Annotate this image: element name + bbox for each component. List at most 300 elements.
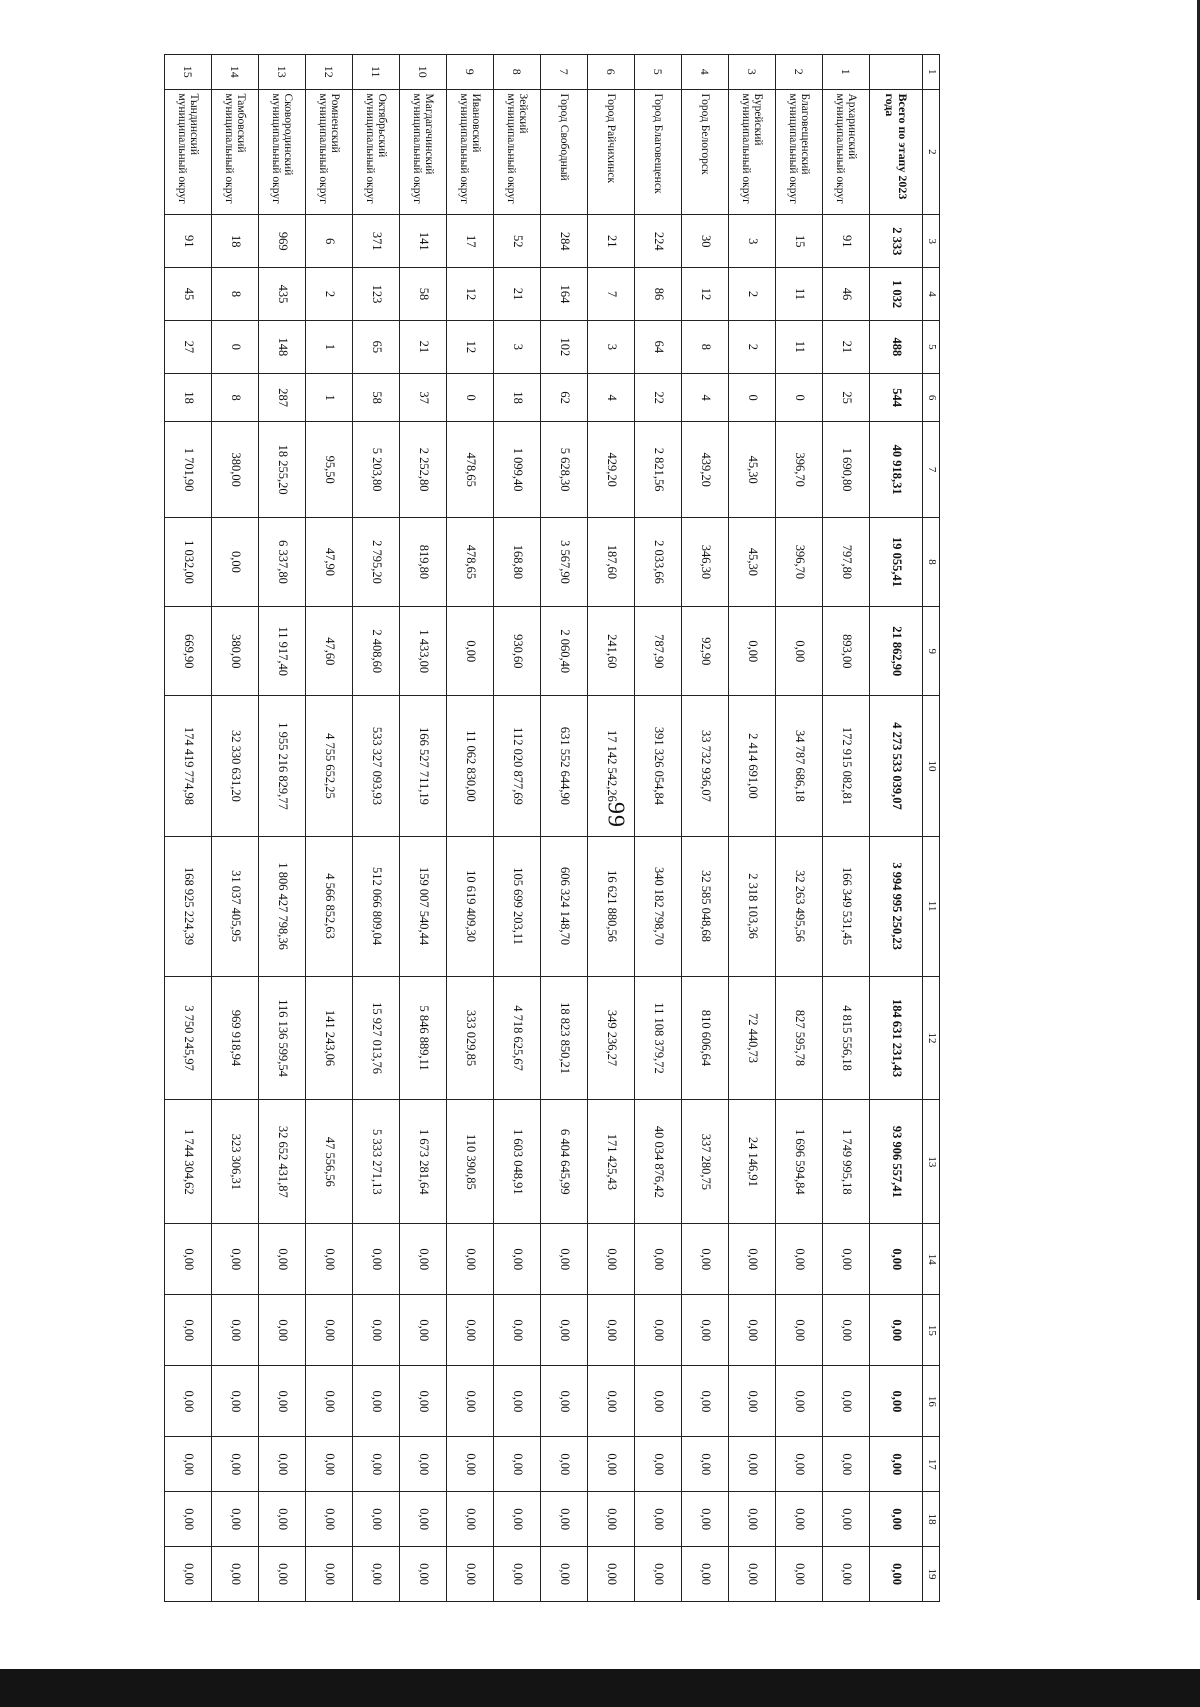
value-cell: 0,00 bbox=[447, 1224, 494, 1295]
value-cell: 141 243,06 bbox=[306, 976, 353, 1100]
value-cell: 1 032 bbox=[870, 268, 923, 321]
value-cell: 24 146,91 bbox=[729, 1100, 776, 1224]
value-cell: 27 bbox=[165, 320, 212, 373]
value-cell: 0,00 bbox=[353, 1492, 400, 1547]
value-cell: 0,00 bbox=[823, 1295, 870, 1366]
table-row bbox=[400, 55, 447, 1602]
value-cell: 4 718 625,67 bbox=[494, 976, 541, 1100]
row-number-cell: 15 bbox=[165, 55, 212, 90]
value-cell: 0,00 bbox=[306, 1437, 353, 1492]
value-cell: 606 324 148,70 bbox=[541, 836, 588, 976]
value-cell: 11 917,40 bbox=[259, 607, 306, 696]
row-number-cell: 10 bbox=[400, 55, 447, 90]
value-cell: 0,00 bbox=[212, 1366, 259, 1437]
value-cell: 5 333 271,13 bbox=[353, 1100, 400, 1224]
value-cell: 18 823 850,21 bbox=[541, 976, 588, 1100]
value-cell: 0,00 bbox=[776, 1492, 823, 1547]
row-number-cell: 9 bbox=[447, 55, 494, 90]
value-cell: 92,90 bbox=[682, 607, 729, 696]
value-cell: 0,00 bbox=[729, 1295, 776, 1366]
value-cell: 0,00 bbox=[776, 1547, 823, 1602]
rotated-table-frame bbox=[176, 54, 940, 1602]
value-cell: 15 bbox=[776, 215, 823, 268]
municipality-name-cell: Город Благовещенск bbox=[635, 89, 682, 215]
value-cell: 18 bbox=[212, 215, 259, 268]
value-cell: 166 527 711,19 bbox=[400, 696, 447, 836]
value-cell: 0,00 bbox=[588, 1437, 635, 1492]
value-cell: 429,20 bbox=[588, 422, 635, 517]
value-cell: 19 055,41 bbox=[870, 517, 923, 606]
value-cell: 0,00 bbox=[400, 1224, 447, 1295]
value-cell: 631 552 644,90 bbox=[541, 696, 588, 836]
column-number-cell: 14 bbox=[923, 1224, 940, 1295]
value-cell: 0,00 bbox=[212, 1492, 259, 1547]
value-cell: 172 915 082,81 bbox=[823, 696, 870, 836]
value-cell: 340 182 798,70 bbox=[635, 836, 682, 976]
value-cell: 930,60 bbox=[494, 607, 541, 696]
value-cell: 40 034 876,42 bbox=[635, 1100, 682, 1224]
value-cell: 544 bbox=[870, 373, 923, 422]
value-cell: 17 bbox=[447, 215, 494, 268]
value-cell: 0,00 bbox=[682, 1492, 729, 1547]
value-cell: 0,00 bbox=[541, 1224, 588, 1295]
column-number-cell: 10 bbox=[923, 696, 940, 836]
value-cell: 21 bbox=[494, 268, 541, 321]
value-cell: 0,00 bbox=[635, 1547, 682, 1602]
table-row bbox=[212, 55, 259, 1602]
value-cell: 787,90 bbox=[635, 607, 682, 696]
scan-edge-bottom bbox=[0, 1669, 1200, 1707]
value-cell: 6 337,80 bbox=[259, 517, 306, 606]
column-number-cell: 13 bbox=[923, 1100, 940, 1224]
value-cell: 32 652 431,87 bbox=[259, 1100, 306, 1224]
row-number-cell: 11 bbox=[353, 55, 400, 90]
value-cell: 1 433,00 bbox=[400, 607, 447, 696]
value-cell: 0,00 bbox=[212, 1547, 259, 1602]
value-cell: 22 bbox=[635, 373, 682, 422]
value-cell: 46 bbox=[823, 268, 870, 321]
value-cell: 0,00 bbox=[870, 1224, 923, 1295]
total-row bbox=[870, 55, 923, 1602]
value-cell: 2 033,66 bbox=[635, 517, 682, 606]
value-cell: 168,80 bbox=[494, 517, 541, 606]
value-cell: 0,00 bbox=[870, 1366, 923, 1437]
value-cell: 16 621 880,56 bbox=[588, 836, 635, 976]
value-cell: 0,00 bbox=[823, 1437, 870, 1492]
value-cell: 8 bbox=[212, 373, 259, 422]
value-cell: 0,00 bbox=[259, 1547, 306, 1602]
value-cell: 0,00 bbox=[729, 1224, 776, 1295]
table-row bbox=[541, 55, 588, 1602]
value-cell: 95,50 bbox=[306, 422, 353, 517]
value-cell: 0,00 bbox=[682, 1224, 729, 1295]
value-cell: 4 815 556,18 bbox=[823, 976, 870, 1100]
value-cell: 0,00 bbox=[400, 1366, 447, 1437]
value-cell: 47 556,56 bbox=[306, 1100, 353, 1224]
value-cell: 105 699 203,11 bbox=[494, 836, 541, 976]
value-cell: 0,00 bbox=[776, 607, 823, 696]
value-cell: 0,00 bbox=[165, 1295, 212, 1366]
value-cell: 21 862,90 bbox=[870, 607, 923, 696]
value-cell: 0,00 bbox=[494, 1437, 541, 1492]
value-cell: 0,00 bbox=[870, 1547, 923, 1602]
value-cell: 0,00 bbox=[635, 1437, 682, 1492]
value-cell: 323 306,31 bbox=[212, 1100, 259, 1224]
value-cell: 0,00 bbox=[447, 1547, 494, 1602]
value-cell: 0,00 bbox=[541, 1547, 588, 1602]
value-cell: 8 bbox=[212, 268, 259, 321]
value-cell: 11 bbox=[776, 268, 823, 321]
municipality-name-cell: Архаринский муниципальный округ bbox=[823, 89, 870, 215]
row-number-cell: 5 bbox=[635, 55, 682, 90]
municipality-name-cell: Город Белогорск bbox=[682, 89, 729, 215]
value-cell: 65 bbox=[353, 320, 400, 373]
value-cell: 18 255,20 bbox=[259, 422, 306, 517]
value-cell: 0,00 bbox=[541, 1492, 588, 1547]
municipality-name-cell: Магдагачинский муниципальный округ bbox=[400, 89, 447, 215]
value-cell: 15 927 013,76 bbox=[353, 976, 400, 1100]
value-cell: 3 567,90 bbox=[541, 517, 588, 606]
table-row bbox=[776, 55, 823, 1602]
value-cell: 64 bbox=[635, 320, 682, 373]
value-cell: 2 408,60 bbox=[353, 607, 400, 696]
value-cell: 0,00 bbox=[306, 1492, 353, 1547]
value-cell: 435 bbox=[259, 268, 306, 321]
data-table bbox=[164, 54, 940, 1602]
value-cell: 0,00 bbox=[588, 1492, 635, 1547]
value-cell: 52 bbox=[494, 215, 541, 268]
value-cell: 0,00 bbox=[306, 1224, 353, 1295]
value-cell: 7 bbox=[588, 268, 635, 321]
table-row bbox=[165, 55, 212, 1602]
table-row bbox=[494, 55, 541, 1602]
value-cell: 0,00 bbox=[165, 1224, 212, 1295]
table-body bbox=[165, 55, 940, 1602]
value-cell: 0,00 bbox=[541, 1366, 588, 1437]
table-row bbox=[447, 55, 494, 1602]
table-container bbox=[176, 54, 940, 1602]
value-cell: 4 bbox=[682, 373, 729, 422]
value-cell: 6 bbox=[306, 215, 353, 268]
value-cell: 1 673 281,64 bbox=[400, 1100, 447, 1224]
column-number-row bbox=[923, 55, 940, 1602]
value-cell: 47,90 bbox=[306, 517, 353, 606]
value-cell: 0,00 bbox=[541, 1437, 588, 1492]
column-number-cell: 17 bbox=[923, 1437, 940, 1492]
value-cell: 5 203,80 bbox=[353, 422, 400, 517]
value-cell: 0,00 bbox=[494, 1492, 541, 1547]
column-number-cell: 6 bbox=[923, 373, 940, 422]
value-cell: 25 bbox=[823, 373, 870, 422]
value-cell: 6 404 645,99 bbox=[541, 1100, 588, 1224]
value-cell: 21 bbox=[588, 215, 635, 268]
value-cell: 0,00 bbox=[682, 1366, 729, 1437]
value-cell: 0,00 bbox=[353, 1547, 400, 1602]
value-cell: 102 bbox=[541, 320, 588, 373]
value-cell: 0,00 bbox=[165, 1437, 212, 1492]
municipality-name-cell: Бурейский муниципальный округ bbox=[729, 89, 776, 215]
value-cell: 224 bbox=[635, 215, 682, 268]
value-cell: 396,70 bbox=[776, 517, 823, 606]
municipality-name-cell: Октябрьский муниципальный округ bbox=[353, 89, 400, 215]
value-cell: 333 029,85 bbox=[447, 976, 494, 1100]
value-cell: 0,00 bbox=[306, 1547, 353, 1602]
value-cell: 4 bbox=[588, 373, 635, 422]
value-cell: 45,30 bbox=[729, 517, 776, 606]
value-cell: 0,00 bbox=[682, 1437, 729, 1492]
value-cell: 1 701,90 bbox=[165, 422, 212, 517]
value-cell: 3 bbox=[494, 320, 541, 373]
row-number-cell: 8 bbox=[494, 55, 541, 90]
value-cell: 478,65 bbox=[447, 517, 494, 606]
value-cell: 0,00 bbox=[494, 1295, 541, 1366]
value-cell: 0 bbox=[729, 373, 776, 422]
value-cell: 0,00 bbox=[353, 1437, 400, 1492]
value-cell: 11 108 379,72 bbox=[635, 976, 682, 1100]
value-cell: 45,30 bbox=[729, 422, 776, 517]
value-cell: 0,00 bbox=[353, 1224, 400, 1295]
column-number-cell: 11 bbox=[923, 836, 940, 976]
value-cell: 2 060,40 bbox=[541, 607, 588, 696]
value-cell: 1 bbox=[306, 373, 353, 422]
value-cell: 5 846 889,11 bbox=[400, 976, 447, 1100]
value-cell: 1 099,40 bbox=[494, 422, 541, 517]
value-cell: 488 bbox=[870, 320, 923, 373]
value-cell: 18 bbox=[494, 373, 541, 422]
value-cell: 391 326 054,84 bbox=[635, 696, 682, 836]
column-number-cell: 8 bbox=[923, 517, 940, 606]
value-cell: 32 330 631,20 bbox=[212, 696, 259, 836]
value-cell: 0,00 bbox=[823, 1224, 870, 1295]
value-cell: 159 007 540,44 bbox=[400, 836, 447, 976]
value-cell: 0,00 bbox=[400, 1547, 447, 1602]
value-cell: 819,80 bbox=[400, 517, 447, 606]
value-cell: 0,00 bbox=[635, 1366, 682, 1437]
value-cell: 0,00 bbox=[776, 1366, 823, 1437]
value-cell: 0,00 bbox=[541, 1295, 588, 1366]
value-cell: 0,00 bbox=[588, 1224, 635, 1295]
column-number-cell: 3 bbox=[923, 215, 940, 268]
value-cell: 0,00 bbox=[776, 1295, 823, 1366]
value-cell: 10 619 409,30 bbox=[447, 836, 494, 976]
page-number: 99 bbox=[602, 802, 629, 828]
column-number-cell: 9 bbox=[923, 607, 940, 696]
value-cell: 0,00 bbox=[588, 1295, 635, 1366]
value-cell: 21 bbox=[823, 320, 870, 373]
value-cell: 0,00 bbox=[400, 1295, 447, 1366]
row-number-cell: 7 bbox=[541, 55, 588, 90]
value-cell: 32 263 495,56 bbox=[776, 836, 823, 976]
value-cell: 168 925 224,39 bbox=[165, 836, 212, 976]
value-cell: 337 280,75 bbox=[682, 1100, 729, 1224]
value-cell: 4 273 533 039,07 bbox=[870, 696, 923, 836]
municipality-name-cell: Ромненский муниципальный округ bbox=[306, 89, 353, 215]
value-cell: 4 566 852,63 bbox=[306, 836, 353, 976]
value-cell: 2 821,56 bbox=[635, 422, 682, 517]
municipality-name-cell: Тамбовский муниципальный округ bbox=[212, 89, 259, 215]
value-cell: 380,00 bbox=[212, 607, 259, 696]
value-cell: 2 bbox=[729, 320, 776, 373]
value-cell: 396,70 bbox=[776, 422, 823, 517]
value-cell: 0,00 bbox=[259, 1492, 306, 1547]
value-cell: 0,00 bbox=[588, 1366, 635, 1437]
row-number-cell: 14 bbox=[212, 55, 259, 90]
value-cell: 371 bbox=[353, 215, 400, 268]
value-cell: 164 bbox=[541, 268, 588, 321]
value-cell: 11 062 830,00 bbox=[447, 696, 494, 836]
value-cell: 287 bbox=[259, 373, 306, 422]
value-cell: 2 795,20 bbox=[353, 517, 400, 606]
column-number-cell: 4 bbox=[923, 268, 940, 321]
column-number-cell: 2 bbox=[923, 89, 940, 215]
value-cell: 0,00 bbox=[494, 1547, 541, 1602]
value-cell: 12 bbox=[447, 268, 494, 321]
value-cell: 148 bbox=[259, 320, 306, 373]
municipality-name-cell: Всего по этапу 2023 года bbox=[870, 89, 923, 215]
value-cell: 0,00 bbox=[400, 1492, 447, 1547]
value-cell: 0,00 bbox=[447, 1437, 494, 1492]
value-cell: 21 bbox=[400, 320, 447, 373]
table-row bbox=[259, 55, 306, 1602]
value-cell: 32 585 048,68 bbox=[682, 836, 729, 976]
value-cell: 346,30 bbox=[682, 517, 729, 606]
value-cell: 110 390,85 bbox=[447, 1100, 494, 1224]
value-cell: 166 349 531,45 bbox=[823, 836, 870, 976]
value-cell: 0,00 bbox=[353, 1295, 400, 1366]
table-row bbox=[729, 55, 776, 1602]
value-cell: 86 bbox=[635, 268, 682, 321]
value-cell: 0,00 bbox=[823, 1492, 870, 1547]
value-cell: 2 333 bbox=[870, 215, 923, 268]
value-cell: 2 bbox=[306, 268, 353, 321]
value-cell: 1 690,80 bbox=[823, 422, 870, 517]
value-cell: 1 696 594,84 bbox=[776, 1100, 823, 1224]
value-cell: 72 440,73 bbox=[729, 976, 776, 1100]
value-cell: 1 bbox=[306, 320, 353, 373]
value-cell: 0,00 bbox=[635, 1492, 682, 1547]
value-cell: 4 755 652,25 bbox=[306, 696, 353, 836]
value-cell: 0,00 bbox=[259, 1366, 306, 1437]
column-number-cell: 15 bbox=[923, 1295, 940, 1366]
value-cell: 12 bbox=[447, 320, 494, 373]
value-cell: 349 236,27 bbox=[588, 976, 635, 1100]
row-number-cell: 13 bbox=[259, 55, 306, 90]
table-row bbox=[682, 55, 729, 1602]
table-row bbox=[823, 55, 870, 1602]
value-cell: 58 bbox=[400, 268, 447, 321]
value-cell: 0,00 bbox=[635, 1295, 682, 1366]
value-cell: 1 806 427 798,36 bbox=[259, 836, 306, 976]
value-cell: 18 bbox=[165, 373, 212, 422]
row-number-cell: 2 bbox=[776, 55, 823, 90]
value-cell: 439,20 bbox=[682, 422, 729, 517]
row-number-cell: 12 bbox=[306, 55, 353, 90]
value-cell: 0 bbox=[447, 373, 494, 422]
value-cell: 0 bbox=[776, 373, 823, 422]
value-cell: 0,00 bbox=[165, 1547, 212, 1602]
value-cell: 1 603 048,91 bbox=[494, 1100, 541, 1224]
value-cell: 3 750 245,97 bbox=[165, 976, 212, 1100]
column-number-cell: 7 bbox=[923, 422, 940, 517]
value-cell: 0,00 bbox=[447, 1295, 494, 1366]
value-cell: 380,00 bbox=[212, 422, 259, 517]
column-number-cell: 5 bbox=[923, 320, 940, 373]
row-number-cell bbox=[870, 55, 923, 90]
value-cell: 47,60 bbox=[306, 607, 353, 696]
value-cell: 797,80 bbox=[823, 517, 870, 606]
value-cell: 2 318 103,36 bbox=[729, 836, 776, 976]
value-cell: 0,00 bbox=[870, 1295, 923, 1366]
value-cell: 0,00 bbox=[165, 1366, 212, 1437]
value-cell: 0,00 bbox=[588, 1547, 635, 1602]
value-cell: 1 032,00 bbox=[165, 517, 212, 606]
column-number-cell: 19 bbox=[923, 1547, 940, 1602]
value-cell: 45 bbox=[165, 268, 212, 321]
value-cell: 0,00 bbox=[494, 1366, 541, 1437]
value-cell: 184 631 231,43 bbox=[870, 976, 923, 1100]
value-cell: 3 994 995 250,23 bbox=[870, 836, 923, 976]
table-row bbox=[588, 55, 635, 1602]
column-number-cell: 12 bbox=[923, 976, 940, 1100]
value-cell: 2 252,80 bbox=[400, 422, 447, 517]
value-cell: 0,00 bbox=[870, 1492, 923, 1547]
value-cell: 40 918,31 bbox=[870, 422, 923, 517]
value-cell: 91 bbox=[823, 215, 870, 268]
value-cell: 11 bbox=[776, 320, 823, 373]
value-cell: 669,90 bbox=[165, 607, 212, 696]
value-cell: 3 bbox=[729, 215, 776, 268]
value-cell: 1 749 995,18 bbox=[823, 1100, 870, 1224]
value-cell: 3 bbox=[588, 320, 635, 373]
row-number-cell: 3 bbox=[729, 55, 776, 90]
value-cell: 478,65 bbox=[447, 422, 494, 517]
value-cell: 171 425,43 bbox=[588, 1100, 635, 1224]
value-cell: 0 bbox=[212, 320, 259, 373]
municipality-name-cell: Ивановский муниципальный округ bbox=[447, 89, 494, 215]
value-cell: 8 bbox=[682, 320, 729, 373]
value-cell: 810 606,64 bbox=[682, 976, 729, 1100]
value-cell: 17 142 542,26 bbox=[588, 696, 635, 836]
value-cell: 0,00 bbox=[682, 1547, 729, 1602]
column-number-cell: 18 bbox=[923, 1492, 940, 1547]
table-row bbox=[306, 55, 353, 1602]
value-cell: 0,00 bbox=[259, 1295, 306, 1366]
value-cell: 112 020 877,69 bbox=[494, 696, 541, 836]
value-cell: 0,00 bbox=[776, 1437, 823, 1492]
value-cell: 0,00 bbox=[400, 1437, 447, 1492]
row-number-cell: 6 bbox=[588, 55, 635, 90]
value-cell: 0,00 bbox=[682, 1295, 729, 1366]
value-cell: 0,00 bbox=[212, 1437, 259, 1492]
table-row bbox=[353, 55, 400, 1602]
value-cell: 1 744 304,62 bbox=[165, 1100, 212, 1224]
value-cell: 187,60 bbox=[588, 517, 635, 606]
value-cell: 0,00 bbox=[823, 1547, 870, 1602]
value-cell: 91 bbox=[165, 215, 212, 268]
value-cell: 0,00 bbox=[212, 1224, 259, 1295]
value-cell: 0,00 bbox=[729, 1366, 776, 1437]
row-number-cell: 4 bbox=[682, 55, 729, 90]
value-cell: 33 732 936,07 bbox=[682, 696, 729, 836]
value-cell: 0,00 bbox=[776, 1224, 823, 1295]
value-cell: 0,00 bbox=[494, 1224, 541, 1295]
value-cell: 0,00 bbox=[447, 1366, 494, 1437]
value-cell: 0,00 bbox=[447, 607, 494, 696]
value-cell: 0,00 bbox=[259, 1224, 306, 1295]
value-cell: 0,00 bbox=[212, 1295, 259, 1366]
municipality-name-cell: Город Свободный bbox=[541, 89, 588, 215]
value-cell: 62 bbox=[541, 373, 588, 422]
